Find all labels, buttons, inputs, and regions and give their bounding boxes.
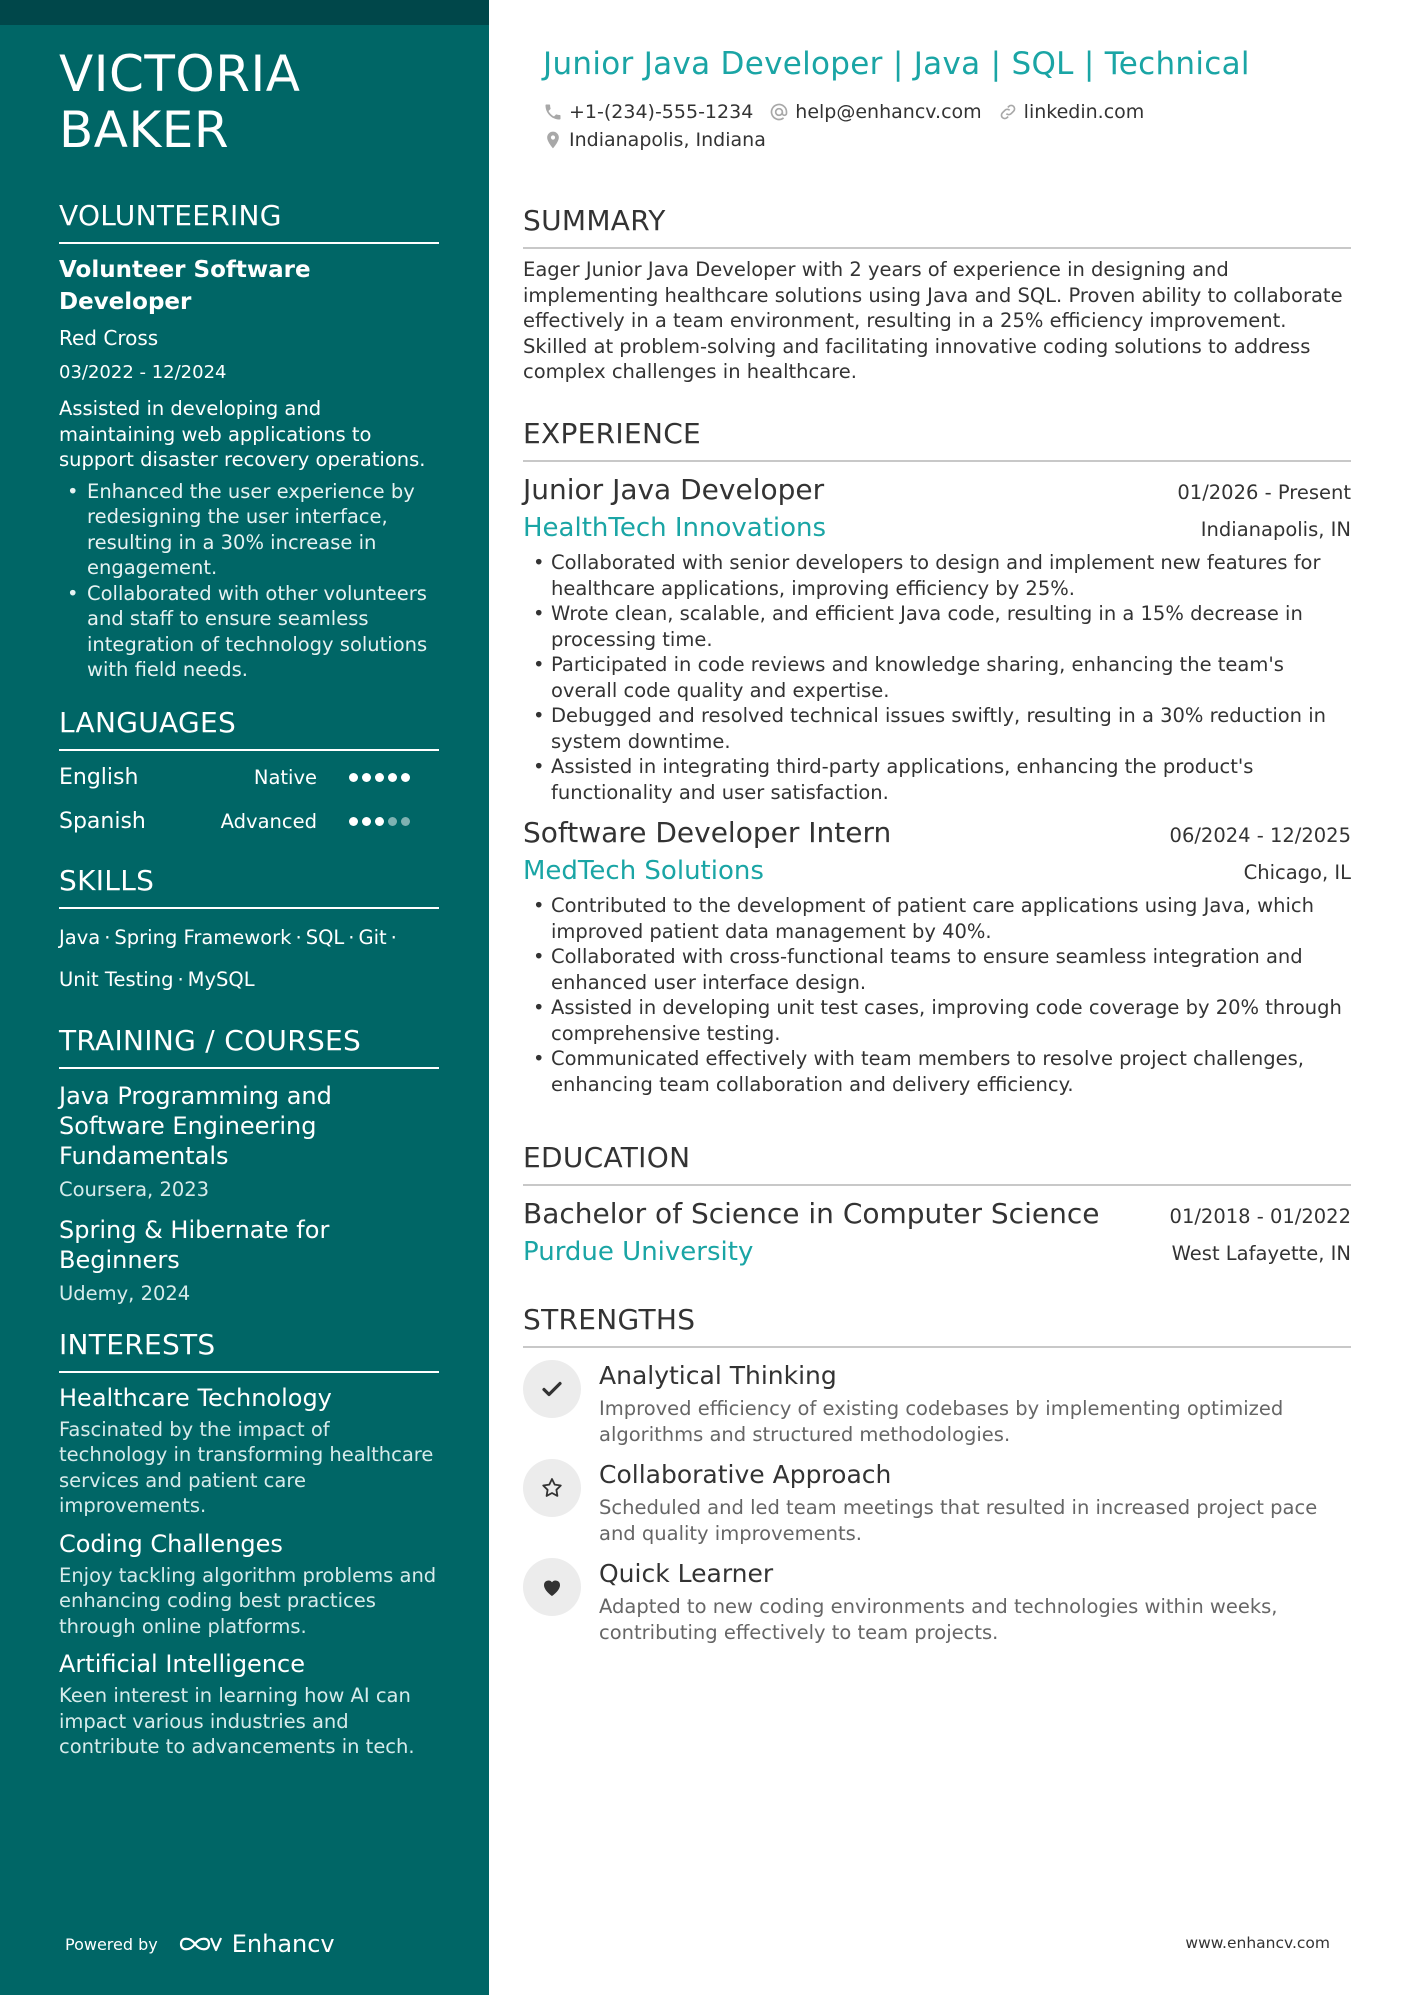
interest-title: Healthcare Technology (59, 1383, 332, 1412)
job-title: Junior Java Developer (523, 473, 825, 506)
skills-section (59, 863, 439, 1001)
enhancv-logo[interactable] (178, 1930, 335, 1958)
list-item: • Communicated effectively with team members to resolve project challenges, enhancing team collaboration and delivery efficiency. (523, 1046, 1351, 1097)
footer-website-link[interactable]: www.enhancv.com (1185, 1934, 1330, 1952)
strength-body (599, 1360, 1351, 1447)
degree-title: Bachelor of Science in Computer Science (523, 1197, 1100, 1230)
skill-item: SQL (305, 925, 345, 949)
website-item[interactable] (998, 101, 1145, 123)
volunteer-description: Assisted in developing and maintaining web applications to support disaster recovery operations. (59, 397, 426, 471)
language-name: English (59, 765, 139, 790)
sidebar-content (59, 46, 439, 1760)
contact-row (543, 98, 1144, 126)
course-meta: Coursera, 2023 (59, 1177, 210, 1201)
candidate-name: VICTORIA BAKER (59, 45, 301, 159)
strength-description: Adapted to new coding environments and technologies within weeks, contributing effectively to team projects. (599, 1595, 1278, 1644)
job-company: MedTech Solutions (523, 856, 764, 886)
strength-title: Collaborative Approach (599, 1460, 892, 1489)
summary-heading: SUMMARY (523, 203, 1351, 249)
education-header (523, 1196, 1351, 1232)
interests-heading: INTERESTS (59, 1327, 439, 1373)
powered-by (65, 1930, 335, 1958)
rating-dot-filled (375, 817, 384, 826)
interest-description: Enjoy tackling algorithm problems and enhancing coding best practices through online platforms. (59, 1563, 437, 1638)
job-entry (523, 472, 1351, 805)
brand-name: Enhancv (231, 1930, 335, 1958)
volunteering-section (59, 198, 439, 683)
check-icon (540, 1377, 564, 1401)
location-text: Indianapolis, Indiana (569, 129, 766, 151)
job-bullets (523, 550, 1351, 805)
volunteer-date: 03/2022 - 12/2024 (59, 362, 227, 383)
strength-title: Quick Learner (599, 1559, 774, 1588)
summary-text: Eager Junior Java Developer with 2 years of experience in designing and implementing healthcare solutions using Java and SQL. Proven ability to collaborate effectively in a team environment, resulting in a 25% efficiency improvement. Skilled at problem-solving and facilitating innovative coding solutions to address complex challenges in healthcare. (523, 258, 1343, 383)
phone-item[interactable] (543, 101, 753, 123)
strengths-section (523, 1302, 1351, 1645)
strength-icon-badge (523, 1558, 581, 1616)
strength-title: Analytical Thinking (599, 1361, 837, 1390)
experience-heading: EXPERIENCE (523, 416, 1351, 462)
language-name: Spanish (59, 809, 146, 834)
volunteering-heading: VOLUNTEERING (59, 198, 439, 244)
rating-dot-filled (362, 817, 371, 826)
location-pin-icon (543, 130, 563, 150)
location-item (543, 129, 766, 151)
education-location: West Lafayette, IN (1171, 1242, 1351, 1265)
language-row (59, 805, 439, 839)
training-heading: TRAINING / COURSES (59, 1023, 439, 1069)
rating-dot-filled (388, 773, 397, 782)
strength-item (523, 1360, 1351, 1447)
enhancv-logo-icon (178, 1933, 224, 1955)
rating-dot-filled (362, 773, 371, 782)
job-header (523, 472, 1351, 508)
strength-body (599, 1459, 1351, 1546)
course-title: Spring & Hibernate for Beginners (59, 1215, 330, 1274)
rating-dot-filled (349, 817, 358, 826)
strength-icon-badge (523, 1459, 581, 1517)
phone-text: +1-(234)-555-1234 (569, 101, 754, 123)
at-icon (769, 102, 789, 122)
skill-item: Java (59, 925, 101, 949)
job-header (523, 815, 1351, 851)
skill-item: Spring Framework (114, 925, 292, 949)
email-item[interactable] (769, 101, 981, 123)
rating-dot-filled (375, 773, 384, 782)
interests-section (59, 1327, 439, 1760)
sidebar (0, 0, 489, 1995)
education-heading: EDUCATION (523, 1140, 1351, 1186)
job-subheader (523, 855, 1351, 887)
languages-section (59, 705, 439, 839)
volunteer-org: Red Cross (59, 326, 159, 350)
email-text: help@enhancv.com (795, 101, 982, 123)
sidebar-top-bar (0, 0, 489, 25)
skill-item: Git (358, 925, 387, 949)
rating-dot-empty (401, 817, 410, 826)
course-meta: Udemy, 2024 (59, 1281, 191, 1305)
strength-item (523, 1558, 1351, 1645)
job-bullets (523, 893, 1351, 1097)
job-entry (523, 815, 1351, 1097)
list-item: • Assisted in integrating third-party applications, enhancing the product's functionality and user satisfaction. (523, 754, 1351, 805)
star-icon (540, 1476, 564, 1500)
list-item: • Assisted in developing unit test cases, improving code coverage by 20% through comprehensive testing. (523, 995, 1351, 1046)
education-subheader (523, 1236, 1351, 1268)
list-item: • Debugged and resolved technical issues swiftly, resulting in a 30% reduction in system downtime. (523, 703, 1351, 754)
job-date: 01/2026 - Present (1177, 481, 1351, 504)
education-section (523, 1140, 1351, 1268)
languages-heading: LANGUAGES (59, 705, 439, 751)
contact-info (543, 98, 1144, 154)
language-rating (349, 773, 410, 782)
list-item: • Enhanced the user experience by redesigning the user interface, resulting in a 30% increase in engagement. (59, 479, 439, 581)
link-icon (998, 102, 1018, 122)
summary-section (523, 203, 1351, 385)
job-title: Software Developer Intern (523, 816, 892, 849)
interest-description: Fascinated by the impact of technology in transforming healthcare services and patient care improvements. (59, 1417, 434, 1517)
rating-dot-filled (401, 773, 410, 782)
list-item: • Contributed to the development of patient care applications using Java, which improved patient data management by 40%. (523, 893, 1351, 944)
powered-by-label: Powered by (65, 1934, 158, 1954)
strength-body (599, 1558, 1351, 1645)
language-level: Native (253, 766, 317, 789)
interest-description: Keen interest in learning how AI can impact various industries and contribute to advancements in tech. (59, 1684, 415, 1758)
language-row (59, 761, 439, 795)
skills-heading: SKILLS (59, 863, 439, 909)
strengths-heading: STRENGTHS (523, 1302, 1351, 1348)
skill-item: MySQL (187, 967, 255, 991)
education-date: 01/2018 - 01/2022 (1169, 1205, 1351, 1228)
rating-dot-filled (349, 773, 358, 782)
list-item: • Collaborated with cross-functional teams to ensure seamless integration and enhanced user interface design. (523, 944, 1351, 995)
skills-list: Java · Spring Framework · SQL · Git · Unit Testing · MySQL (59, 925, 397, 991)
list-item: • Participated in code reviews and knowledge sharing, enhancing the team's overall code quality and expertise. (523, 652, 1351, 703)
website-text: linkedin.com (1023, 101, 1145, 123)
language-level: Advanced (220, 810, 317, 833)
rating-dot-empty (388, 817, 397, 826)
job-location: Chicago, IL (1243, 861, 1351, 884)
headline: Junior Java Developer | Java | SQL | Technical (543, 46, 1250, 82)
list-item: • Wrote clean, scalable, and efficient Java code, resulting in a 15% decrease in processing time. (523, 601, 1351, 652)
phone-icon (543, 102, 563, 122)
strength-icon-badge (523, 1360, 581, 1418)
heart-icon (540, 1575, 564, 1599)
training-section (59, 1023, 439, 1307)
language-rating (349, 817, 410, 826)
volunteer-role-title: Volunteer Software Developer (59, 257, 311, 315)
list-item: • Collaborated with other volunteers and staff to ensure seamless integration of technology solutions with field needs. (59, 581, 439, 683)
job-date: 06/2024 - 12/2025 (1169, 824, 1351, 847)
school-name: Purdue University (523, 1237, 754, 1267)
strength-description: Improved efficiency of existing codebases by implementing optimized algorithms and structured methodologies. (599, 1397, 1284, 1446)
volunteer-bullets (59, 479, 439, 683)
interest-title: Coding Challenges (59, 1529, 283, 1558)
job-subheader (523, 512, 1351, 544)
job-company: HealthTech Innovations (523, 513, 827, 543)
experience-section (523, 416, 1351, 1097)
skill-item: Unit Testing (59, 967, 174, 991)
strength-item (523, 1459, 1351, 1546)
list-item: • Collaborated with senior developers to design and implement new features for healthcare applications, improving efficiency by 25%. (523, 550, 1351, 601)
course-title: Java Programming and Software Engineering Fundamentals (59, 1081, 332, 1170)
strength-description: Scheduled and led team meetings that resulted in increased project pace and quality improvements. (599, 1496, 1318, 1545)
contact-row (543, 126, 1144, 154)
interest-title: Artificial Intelligence (59, 1650, 305, 1678)
education-entry (523, 1196, 1351, 1268)
job-location: Indianapolis, IN (1200, 518, 1351, 541)
